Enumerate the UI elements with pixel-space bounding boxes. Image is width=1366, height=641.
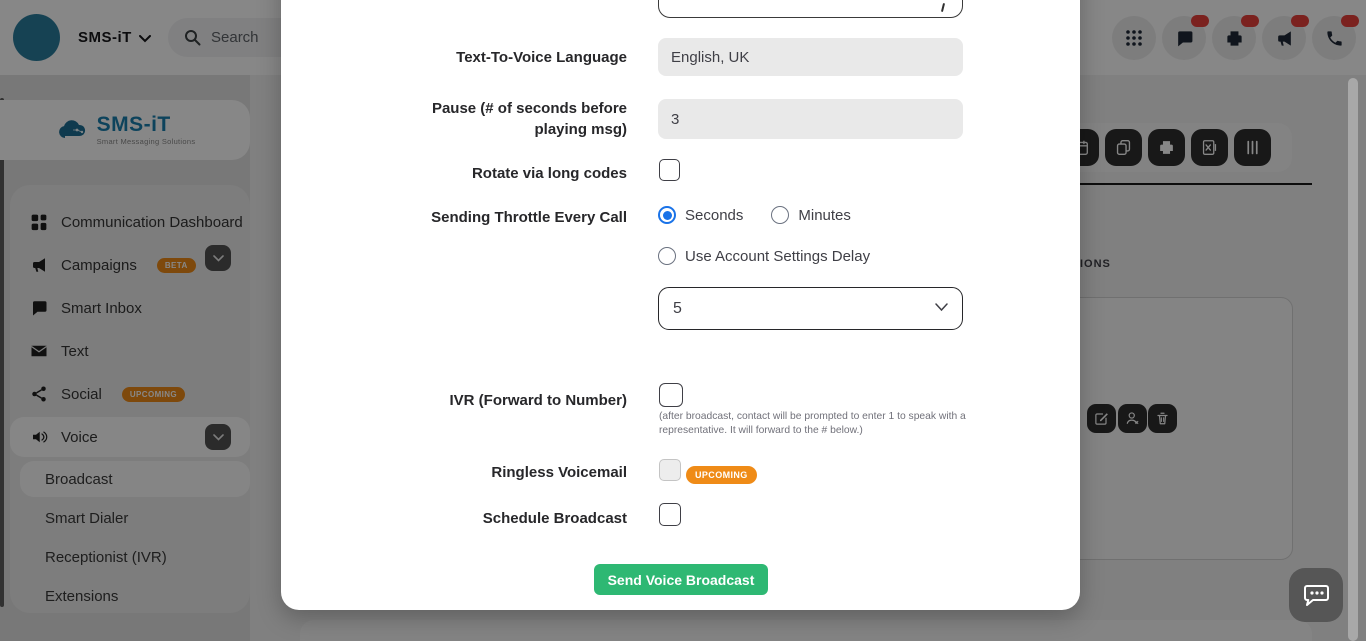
- brand-label: SMS-iT: [78, 29, 132, 46]
- live-chat-widget[interactable]: [1289, 568, 1343, 622]
- pause-label: Pause (# of seconds before playing msg): [431, 100, 627, 138]
- upcoming-badge: UPCOMING: [122, 387, 185, 402]
- seconds-radio[interactable]: [658, 206, 676, 224]
- sidebar-item-label: Voice: [61, 428, 98, 446]
- sidebar-item-label: Text: [61, 342, 89, 360]
- subitem-label: Extensions: [45, 587, 119, 605]
- throttle-delay-select[interactable]: [658, 287, 963, 330]
- sidebar-item-label: Social: [61, 385, 102, 403]
- minutes-radio[interactable]: [771, 206, 789, 224]
- table-column-header: IONS: [1080, 258, 1111, 270]
- sidebar-item-label: Communication Dashboard: [61, 213, 243, 231]
- rotate-long-codes-label: Rotate via long codes: [471, 165, 627, 182]
- chat-dots-icon: [1301, 581, 1331, 609]
- ringless-voicemail-label: Ringless Voicemail: [491, 464, 627, 481]
- ringless-voicemail-checkbox: [659, 459, 681, 481]
- ivr-label: IVR (Forward to Number): [449, 392, 627, 409]
- selected-delay-value: 5: [673, 299, 682, 317]
- upcoming-badge: UPCOMING: [686, 466, 757, 484]
- chevron-down-icon: [935, 303, 948, 312]
- page-scrollbar[interactable]: [1348, 78, 1358, 641]
- send-voice-broadcast-button[interactable]: Send Voice Broadcast: [594, 564, 768, 595]
- schedule-broadcast-checkbox[interactable]: [659, 503, 681, 526]
- rotate-long-codes-checkbox[interactable]: [659, 159, 680, 181]
- seconds-radio-label: Seconds: [685, 206, 744, 224]
- pause-input: 3: [658, 99, 963, 139]
- partial-top-input[interactable]: [658, 0, 963, 18]
- text-fragment: [941, 3, 945, 12]
- logo-tagline: Smart Messaging Solutions: [96, 137, 196, 147]
- throttle-unit-radios: [658, 206, 851, 224]
- search-placeholder: Search: [211, 29, 259, 46]
- sidebar-item-label: Smart Inbox: [61, 299, 142, 317]
- schedule-broadcast-label: Schedule Broadcast: [482, 510, 627, 527]
- subitem-label: Smart Dialer: [45, 509, 129, 527]
- tts-language-label: Text-To-Voice Language: [456, 49, 627, 66]
- sidebar-item-label: Campaigns: [61, 256, 137, 274]
- account-settings-delay-label: Use Account Settings Delay: [685, 247, 871, 265]
- voice-broadcast-modal: [281, 0, 1080, 610]
- minutes-radio-label: Minutes: [798, 206, 851, 224]
- logo-title: SMS-iT: [96, 113, 171, 137]
- throttle-label: Sending Throttle Every Call: [431, 209, 627, 226]
- tts-language-input: English, UK: [658, 38, 963, 76]
- account-delay-radio-row: [658, 247, 870, 265]
- ivr-helper-text: (after broadcast, contact will be prompted to enter 1 to speak with a representative. It will forward to the # below.): [659, 411, 966, 436]
- beta-badge: BETA: [157, 258, 196, 273]
- ivr-checkbox[interactable]: [659, 383, 683, 407]
- subitem-label: Receptionist (IVR): [45, 548, 167, 566]
- subitem-label: Broadcast: [45, 470, 113, 488]
- account-settings-delay-radio[interactable]: [658, 247, 676, 265]
